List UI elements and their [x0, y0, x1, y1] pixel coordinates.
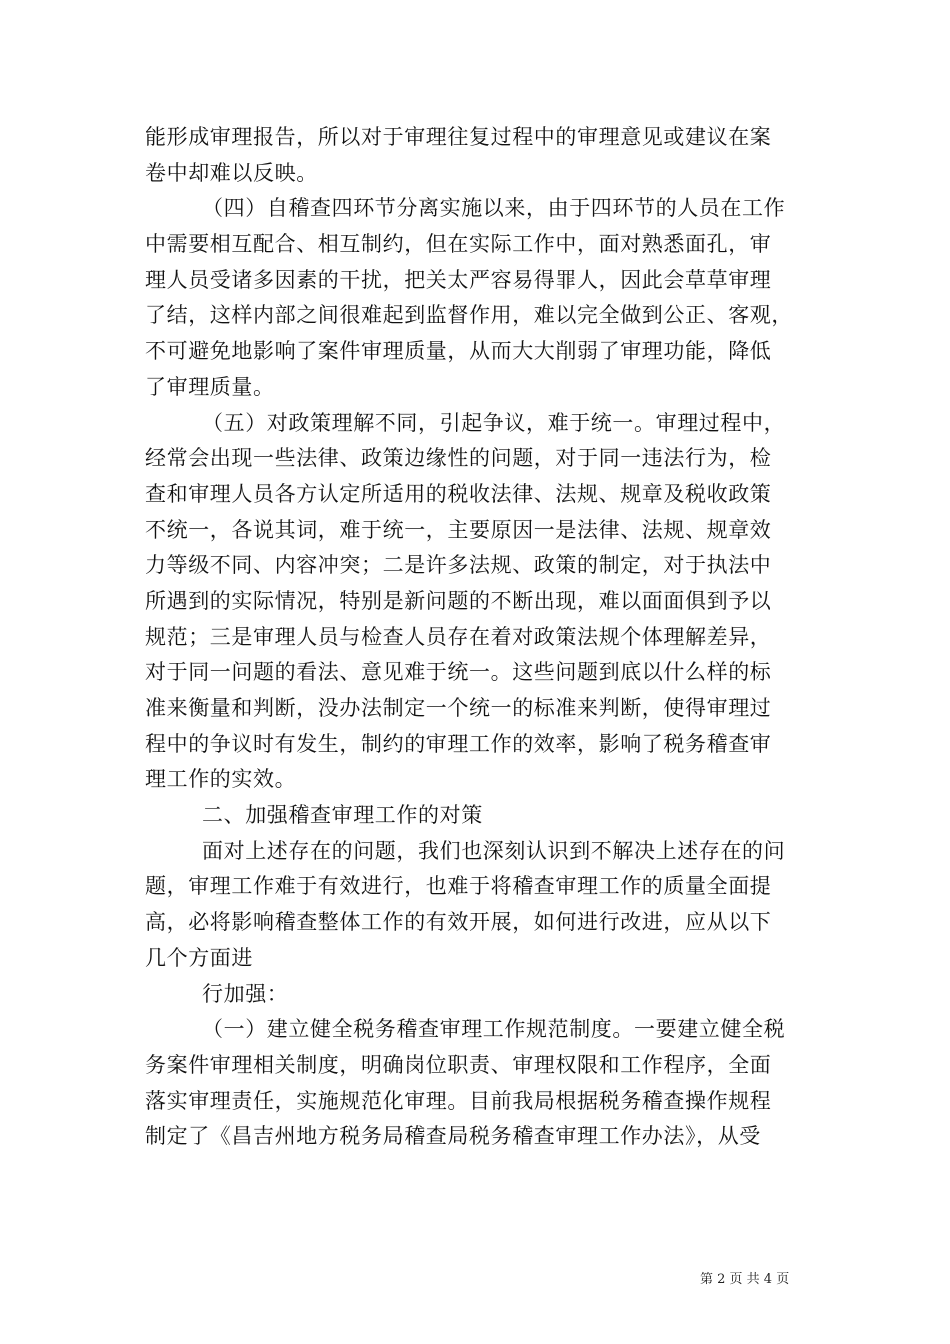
text-line: 几个方面进 [145, 945, 253, 970]
text-line: 制定了《昌吉州地方税务局稽查局税务稽查审理工作办法》，从受 [145, 1124, 761, 1149]
page-number: 第 2 页 共 4 页 [700, 1272, 790, 1287]
text-line: 力等级不同、内容冲突；二是许多法规、政策的制定，对于执法中 [145, 553, 772, 578]
document-body [145, 120, 810, 1155]
text-line: 不统一，各说其词，难于统一，主要原因一是法律、法规、规章效 [145, 517, 772, 542]
text-line: 对于同一问题的看法、意见难于统一。这些问题到底以什么样的标 [145, 660, 772, 685]
text-line: 务案件审理相关制度，明确岗位职责、审理权限和工作程序，全面 [145, 1052, 772, 1077]
text-line: 高，必将影响稽查整体工作的有效开展，如何进行改进，应从以下 [145, 910, 772, 935]
text-line: 了审理质量。 [145, 374, 275, 399]
text-line: （五）对政策理解不同，引起争议，难于统一。审理过程中， [202, 410, 786, 435]
text-line: 不可避免地影响了案件审理质量，从而大大削弱了审理功能，降低 [145, 339, 772, 364]
text-line: 经常会出现一些法律、政策边缘性的问题，对于同一违法行为，检 [145, 446, 772, 471]
text-line: 行加强： [202, 981, 289, 1006]
text-line: 理人员受诸多因素的干扰，把关太严容易得罪人，因此会草草审理 [145, 267, 772, 292]
text-line: 中需要相互配合、相互制约，但在实际工作中，面对熟悉面孔，审 [145, 232, 772, 257]
text-line: 了结，这样内部之间很难起到监督作用，难以完全做到公正、客观， [145, 303, 793, 328]
text-line: 所遇到的实际情况，特别是新问题的不断出现，难以面面俱到予以 [145, 588, 772, 613]
text-line: 落实审理责任，实施规范化审理。目前我局根据税务稽查操作规程 [145, 1088, 772, 1113]
text-line: 面对上述存在的问题，我们也深刻认识到不解决上述存在的问 [202, 838, 786, 863]
text-line: （一）建立健全税务稽查审理工作规范制度。一要建立健全税 [202, 1017, 786, 1042]
text-line: 能形成审理报告，所以对于审理往复过程中的审理意见或建议在案 [145, 125, 772, 149]
text-line: 二、加强稽查审理工作的对策 [202, 803, 483, 828]
text-line: 理工作的实效。 [145, 767, 297, 792]
text-line: 查和审理人员各方认定所适用的税收法律、法规、规章及税收政策 [145, 481, 772, 506]
text-line: 卷中却难以反映。 [145, 160, 318, 185]
text-line: 规范；三是审理人员与检查人员存在着对政策法规个体理解差异， [145, 624, 772, 649]
text-line: （四）自稽查四环节分离实施以来，由于四环节的人员在工作 [202, 196, 786, 221]
text-line: 程中的争议时有发生，制约的审理工作的效率，影响了税务稽查审 [145, 731, 772, 756]
text-line: 准来衡量和判断，没办法制定一个统一的标准来判断，使得审理过 [145, 696, 772, 720]
text-line: 题，审理工作难于有效进行，也难于将稽查审理工作的质量全面提 [145, 874, 772, 899]
